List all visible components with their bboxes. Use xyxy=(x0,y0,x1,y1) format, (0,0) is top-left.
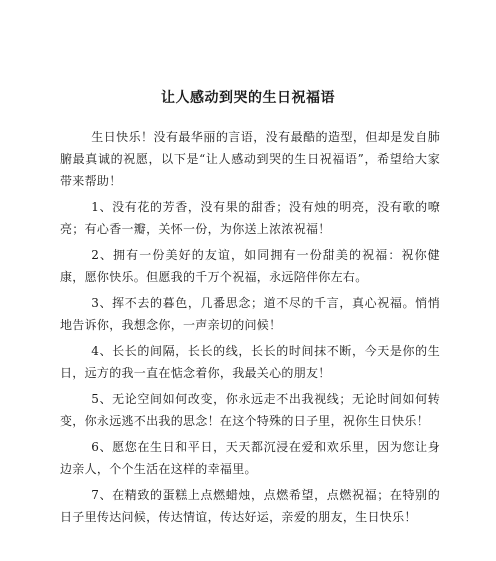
document-title: 让人感动到哭的生日祝福语 xyxy=(161,90,335,106)
wish-paragraph-6: 6、愿您在生日和平日，天天都沉浸在爱和欢乐里，因为您让身边亲人，个个生活在这样的幸福里。 xyxy=(60,440,440,476)
document-body xyxy=(60,126,440,532)
wish-paragraph-1: 1、没有花的芳香，没有果的甜香；没有烛的明亮，没有歌的嘹亮；有心香一瓣，关怀一份，为你送上浓浓祝福！ xyxy=(60,200,440,236)
intro-paragraph: 生日快乐！没有最华丽的言语，没有最酷的造型，但却是发自肺腑最真诚的祝愿，以下是“让人感动到哭的生日祝福语”，希望给大家带来帮助！ xyxy=(60,130,440,188)
wish-paragraph-5: 5、无论空间如何改变，你永远走不出我视线；无论时间如何转变，你永远逃不出我的思念！在这个特殊的日子里，祝你生日快乐！ xyxy=(60,392,440,428)
wish-paragraph-3: 3、挥不去的暮色，几番思念；道不尽的千言，真心祝福。悄悄地告诉你，我想念你，一声亲切的问候！ xyxy=(60,296,440,332)
wish-paragraph-4: 4、长长的间隔，长长的线，长长的时间抹不断，今天是你的生日，远方的我一直在惦念着你，我最关心的朋友！ xyxy=(60,344,440,380)
wish-paragraph-2: 2、拥有一份美好的友谊，如同拥有一份甜美的祝福：祝你健康，愿你快乐。但愿我的千万个祝福，永远陪伴你左右。 xyxy=(60,248,440,284)
wish-paragraph-7: 7、在精致的蛋糕上点燃蜡烛，点燃希望，点燃祝福；在特别的日子里传达问候，传达情谊，传达好运，亲爱的朋友，生日快乐！ xyxy=(60,488,440,524)
